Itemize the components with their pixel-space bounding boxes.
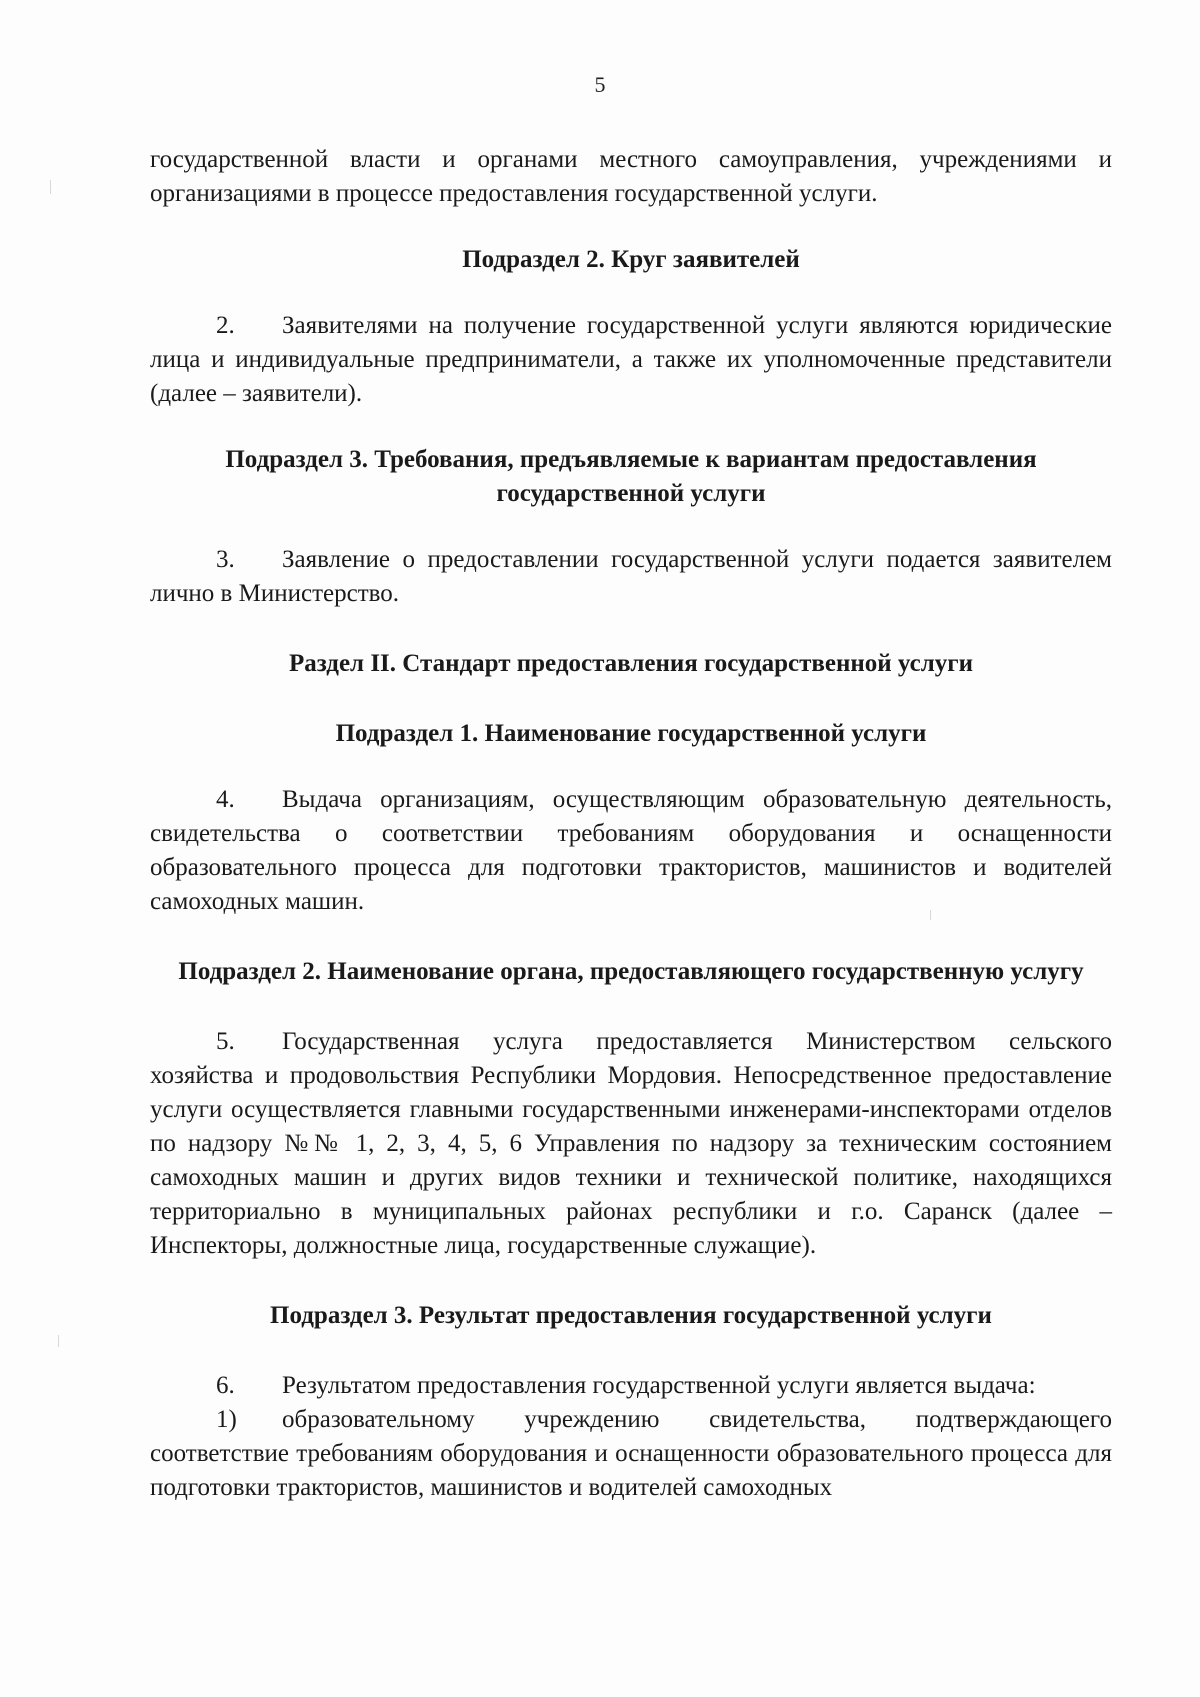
heading-subsection-3-result: Подраздел 3. Результат предоставления государственной услуги (270, 1302, 992, 1329)
paragraph-6 (150, 1369, 1112, 1403)
paragraph-2 (150, 309, 1112, 411)
paragraph-2-text: Заявителями на получение государственной услуги являются юридические лица и индивидуальные предприниматели, а также их уполномоченные представители (далее – заявители). (150, 312, 1112, 407)
heading-subsection-3-requirements: Подраздел 3. Требования, предъявляемые к вариантам предоставления государственной услуги (225, 446, 1037, 507)
paragraph-6-item-1-text: образовательному учреждению свидетельства, подтверждающего соответствие требованиям оборудования и оснащенности образовательного процесса для подготовки трактористов, машинистов и водителей самоходных (150, 1406, 1112, 1501)
paragraph-3 (150, 543, 1112, 611)
scan-speck (50, 180, 51, 194)
paragraph-2-number: 2. (216, 312, 235, 339)
paragraph-5-number: 5. (216, 1028, 235, 1055)
heading-subsection-1-name: Подраздел 1. Наименование государственной услуги (335, 720, 927, 747)
heading-section-2-standard: Раздел II. Стандарт предоставления государственной услуги (288, 650, 974, 677)
paragraph-5 (150, 1025, 1112, 1263)
paragraph-6-text: Результатом предоставления государственной услуги является выдача: (282, 1372, 1036, 1399)
paragraph-3-number: 3. (216, 546, 235, 573)
document-body (150, 143, 1112, 1505)
scan-speck (930, 910, 931, 920)
intro-paragraph: государственной власти и органами местного самоуправления, учреждениями и организациями в процессе предоставления государственной услуги. (150, 146, 1112, 207)
paragraph-6-number: 6. (216, 1372, 235, 1399)
paragraph-4-number: 4. (216, 786, 235, 813)
paragraph-4 (150, 783, 1112, 919)
paragraph-3-text: Заявление о предоставлении государственной услуги подается заявителем лично в Министерство. (150, 546, 1112, 607)
scan-speck (58, 1335, 59, 1347)
heading-subsection-2-applicants: Подраздел 2. Круг заявителей (462, 246, 800, 273)
paragraph-5-text: Государственная услуга предоставляется Министерством сельского хозяйства и продовольствия Республики Мордовия. Непосредственное предоставление услуги осуществляется главными государственными инженерами-инспекторами отделов по надзору №№ 1, 2, 3, 4, 5, 6 Управления по надзору за техническим состоянием самоходных машин и других видов техники и технической политике, находящихся территориально в муниципальных районах республики и г.о. Саранск (далее – Инспекторы, должностные лица, государственные служащие). (150, 1028, 1112, 1259)
paragraph-6-item-1 (150, 1403, 1112, 1505)
heading-subsection-2-organ: Подраздел 2. Наименование органа, предоставляющего государственную услугу (178, 958, 1084, 985)
page-number: 5 (594, 72, 606, 97)
paragraph-6-item-1-number: 1) (216, 1406, 237, 1433)
paragraph-4-text: Выдача организациям, осуществляющим образовательную деятельность, свидетельства о соответствии требованиям оборудования и оснащенности образовательного процесса для подготовки трактористов, машинистов и водителей самоходных машин. (150, 786, 1112, 915)
